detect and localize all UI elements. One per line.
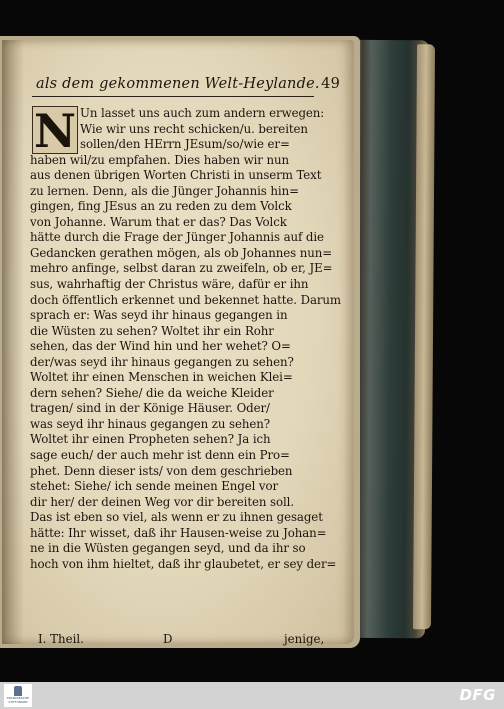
text-line: der/was seyd ihr hinaus gegangen zu sehen? xyxy=(30,354,294,369)
drop-capital: N xyxy=(33,104,77,158)
page-footer xyxy=(38,632,325,646)
text-line: tragen/ sind in der Könige Häuser. Oder/ xyxy=(30,401,270,416)
text-line: Das ist eben so viel, als wenn er zu ihnen gesaget xyxy=(30,510,323,525)
franckesche-stiftungen-logo[interactable] xyxy=(4,684,32,707)
text-line: Gedancken gerathen mögen, als ob Johannes nun= xyxy=(30,245,332,260)
text-line: hätte durch die Frage der Jünger Johannis auf die xyxy=(30,230,324,245)
text-line: sprach er: Was seyd ihr hinaus gegangen in xyxy=(30,308,288,323)
text-line: zu lernen. Denn, als die Jünger Johannis hin= xyxy=(30,183,299,198)
gutter-shadow xyxy=(2,40,24,644)
text-line: hätte: Ihr wisset, daß ihr Hausen-weise zu Johan= xyxy=(30,525,327,540)
volume-label: I. Theil. xyxy=(38,632,84,646)
logo-building-icon xyxy=(14,686,22,696)
text-line: was seyd ihr hinaus gegangen zu sehen? xyxy=(30,416,270,431)
text-line: sollen/den HErrn JEsum/so/wie er= xyxy=(80,137,290,152)
dfg-logo[interactable]: DFG xyxy=(459,686,496,704)
text-line: Wie wir uns recht schicken/u. bereiten xyxy=(80,121,308,136)
text-line: Woltet ihr einen Propheten sehen? Ja ich xyxy=(30,432,271,447)
text-line: dern sehen? Siehe/ die da weiche Kleider xyxy=(30,385,274,400)
text-line: sehen, das der Wind hin und her wehet? O= xyxy=(30,339,291,354)
text-line: die Wüsten zu sehen? Woltet ihr ein Rohr xyxy=(30,323,274,338)
body-text xyxy=(30,106,342,572)
text-line: dir her/ der deinen Weg vor dir bereiten soll. xyxy=(30,494,294,509)
catchword: jenige, xyxy=(284,632,325,646)
text-line: ne in die Wüsten gegangen seyd, und da ihr so xyxy=(30,541,306,556)
book-page xyxy=(2,40,354,644)
text-line: haben wil/zu empfahen. Dies haben wir nun xyxy=(30,152,289,167)
logo-left-text: FRANCKESCHE STIFTUNGEN xyxy=(6,696,30,704)
running-head xyxy=(36,76,346,92)
text-line: Woltet ihr einen Menschen in weichen Klei= xyxy=(30,370,293,385)
text-line: aus denen übrigen Worten Christi in unserm Text xyxy=(30,168,322,183)
running-head-title: als dem gekommenen Welt-Heylande. xyxy=(36,76,320,92)
page-number: 49 xyxy=(321,76,340,92)
book-cover-edge xyxy=(413,44,435,629)
text-line: doch öffentlich erkennet und bekennet hatte. Darum xyxy=(30,292,342,307)
viewer-footer-bar xyxy=(0,682,504,709)
text-line: sus, wahrhaftig der Christus wäre, dafür er ihn xyxy=(30,277,309,292)
header-rule xyxy=(32,96,314,97)
text-line: mehro anfinge, selbst daran zu zweifeln, ob er, JE= xyxy=(30,261,333,276)
signature-mark: D xyxy=(163,632,173,646)
text-line: von Johanne. Warum that er das? Das Volck xyxy=(30,214,287,229)
text-line: hoch von ihm hieltet, daß ihr glaubetet, er sey der= xyxy=(30,556,337,571)
text-line: stehet: Siehe/ ich sende meinen Engel vor xyxy=(30,479,279,494)
text-line: sage euch/ der auch mehr ist denn ein Pro= xyxy=(30,448,290,463)
text-line: phet. Denn dieser ists/ von dem geschrieben xyxy=(30,463,293,478)
text-line: Un lasset uns auch zum andern erwegen: xyxy=(80,106,325,120)
text-line: gingen, fing JEsus an zu reden zu dem Volck xyxy=(30,199,292,214)
